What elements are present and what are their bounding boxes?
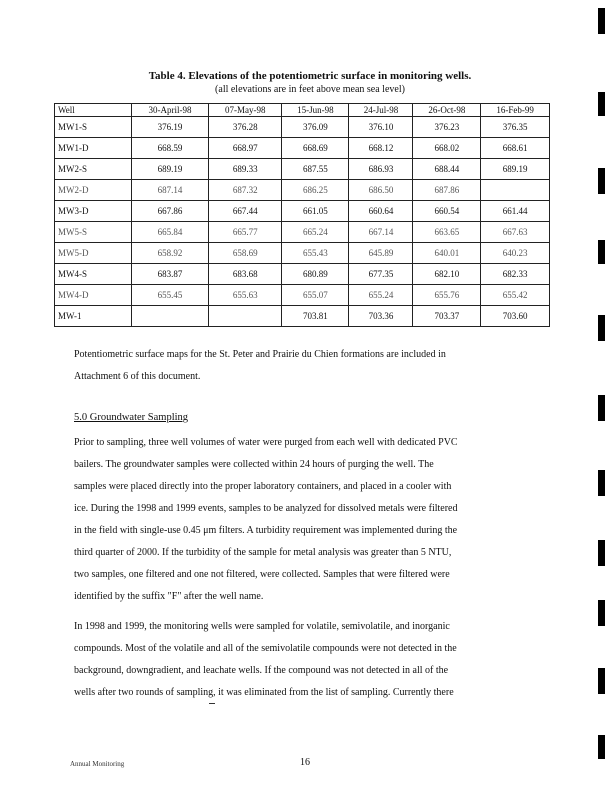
footer-label: Annual Monitoring — [70, 760, 125, 768]
table-cell: 667.63 — [481, 222, 550, 243]
text-line: bailers. The groundwater samples were collected within 24 hours of purging the well. The — [74, 459, 434, 470]
page-number: 16 — [300, 757, 310, 768]
table-cell: 667.44 — [209, 201, 282, 222]
table-cell: 689.19 — [481, 159, 550, 180]
table-cell: 686.50 — [349, 180, 413, 201]
table-cell: 645.89 — [349, 243, 413, 264]
text-line: background, downgradient, and leachate wells. If the compound was not detected in all of the — [74, 665, 449, 676]
scan-edge-mark — [598, 735, 605, 759]
table-cell: 658.69 — [209, 243, 282, 264]
table-cell: 682.33 — [481, 264, 550, 285]
table-row — [55, 264, 550, 285]
scan-edge-mark — [598, 470, 605, 496]
table-cell: 655.24 — [349, 285, 413, 306]
table-row — [55, 222, 550, 243]
table-cell: 655.43 — [282, 243, 349, 264]
text-line: In 1998 and 1999, the monitoring wells were sampled for volatile, semivolatile, and inorganic — [74, 621, 450, 632]
table-cell: 376.10 — [349, 117, 413, 138]
table-cell: 668.69 — [282, 138, 349, 159]
table-row — [55, 285, 550, 306]
table-cell: 687.14 — [132, 180, 209, 201]
dash-mark — [209, 703, 215, 704]
text-line: wells after two rounds of sampling, it was eliminated from the list of sampling. Currently there — [74, 687, 454, 698]
table-cell: 668.02 — [413, 138, 481, 159]
table-cell: 655.76 — [413, 285, 481, 306]
table-cell: 376.23 — [413, 117, 481, 138]
well-cell: MW1-D — [55, 138, 132, 159]
scan-edge-mark — [598, 92, 605, 116]
table-cell: 683.68 — [209, 264, 282, 285]
text-line: two samples, one filtered and one not filtered, were collected. Samples that were filtered were — [74, 569, 450, 580]
column-header: Well — [55, 104, 132, 117]
column-header: 26-Oct-98 — [413, 104, 481, 117]
table-row — [55, 180, 550, 201]
table-cell: 665.24 — [282, 222, 349, 243]
scan-edge-mark — [598, 8, 605, 34]
table-cell: 680.89 — [282, 264, 349, 285]
well-cell: MW5-S — [55, 222, 132, 243]
well-cell: MW3-D — [55, 201, 132, 222]
table-cell: 689.33 — [209, 159, 282, 180]
text-line: samples were placed directly into the proper laboratory containers, and placed in a cooler with — [74, 481, 452, 492]
table-cell: 640.23 — [481, 243, 550, 264]
paragraph-sampling — [74, 432, 552, 608]
well-cell: MW2-D — [55, 180, 132, 201]
table-cell: 376.09 — [282, 117, 349, 138]
table-cell: 667.86 — [132, 201, 209, 222]
well-cell: MW4-S — [55, 264, 132, 285]
text-line: Attachment 6 of this document. — [74, 371, 201, 382]
paragraph-analytes — [74, 616, 552, 704]
table-cell: 667.14 — [349, 222, 413, 243]
table-cell: 686.93 — [349, 159, 413, 180]
table-cell: 689.19 — [132, 159, 209, 180]
table-cell: 668.59 — [132, 138, 209, 159]
scan-edge-mark — [598, 240, 605, 264]
scan-edge-mark — [598, 168, 605, 194]
table-cell: 677.35 — [349, 264, 413, 285]
table-title: Table 4. Elevations of the potentiometric surface in monitoring wells. — [148, 70, 472, 82]
text-line: Prior to sampling, three well volumes of water were purged from each well with dedicated PVC — [74, 437, 458, 448]
column-header: 30-April-98 — [132, 104, 209, 117]
table-row — [55, 138, 550, 159]
table-cell: 665.77 — [209, 222, 282, 243]
table-cell: 376.28 — [209, 117, 282, 138]
table-cell: 687.86 — [413, 180, 481, 201]
text-line: in the field with single-use 0.45 μm filters. A turbidity requirement was implemented during the — [74, 525, 458, 536]
table-cell: 655.63 — [209, 285, 282, 306]
section-heading: 5.0 Groundwater Sampling — [74, 412, 189, 423]
table-cell: 703.60 — [481, 306, 550, 327]
table-row — [55, 117, 550, 138]
table-cell: 703.81 — [282, 306, 349, 327]
table-cell: 658.92 — [132, 243, 209, 264]
text-line: ice. During the 1998 and 1999 events, samples to be analyzed for dissolved metals were filtered — [74, 503, 458, 514]
table-cell: 665.84 — [132, 222, 209, 243]
table-cell: 655.42 — [481, 285, 550, 306]
table-row — [55, 201, 550, 222]
well-cell: MW4-D — [55, 285, 132, 306]
table-cell: 668.61 — [481, 138, 550, 159]
table-header-row — [55, 104, 550, 117]
table-cell — [132, 306, 209, 327]
table-cell — [481, 180, 550, 201]
table-row — [55, 306, 550, 327]
table-cell: 663.65 — [413, 222, 481, 243]
table-cell: 640.01 — [413, 243, 481, 264]
table-cell: 668.97 — [209, 138, 282, 159]
column-header: 16-Feb-99 — [481, 104, 550, 117]
table-cell: 686.25 — [282, 180, 349, 201]
table-cell: 661.44 — [481, 201, 550, 222]
well-cell: MW-1 — [55, 306, 132, 327]
table-cell: 655.45 — [132, 285, 209, 306]
table-row — [55, 159, 550, 180]
table-cell: 687.32 — [209, 180, 282, 201]
table-cell — [209, 306, 282, 327]
scan-edge-mark — [598, 540, 605, 566]
table-cell: 660.64 — [349, 201, 413, 222]
text-line: compounds. Most of the volatile and all of the semivolatile compounds were not detected in the — [74, 643, 457, 654]
well-cell: MW5-D — [55, 243, 132, 264]
table-cell: 661.05 — [282, 201, 349, 222]
column-header: 24-Jul-98 — [349, 104, 413, 117]
table-cell: 682.10 — [413, 264, 481, 285]
well-cell: MW2-S — [55, 159, 132, 180]
table-cell: 668.12 — [349, 138, 413, 159]
table-cell: 703.36 — [349, 306, 413, 327]
table-cell: 683.87 — [132, 264, 209, 285]
table-subtitle: (all elevations are in feet above mean sea level) — [215, 84, 405, 95]
table-cell: 703.37 — [413, 306, 481, 327]
column-header: 07-May-98 — [209, 104, 282, 117]
elevations-table — [54, 103, 550, 327]
paragraph-potentiometric — [74, 344, 552, 388]
text-line: third quarter of 2000. If the turbidity of the sample for metal analysis was greater than 5 NTU, — [74, 547, 452, 558]
text-line: Potentiometric surface maps for the St. Peter and Prairie du Chien formations are included in — [74, 349, 446, 360]
table-cell: 660.54 — [413, 201, 481, 222]
table-cell: 376.19 — [132, 117, 209, 138]
table-cell: 655.07 — [282, 285, 349, 306]
table-row — [55, 243, 550, 264]
scan-edge-mark — [598, 395, 605, 421]
scan-edge-mark — [598, 668, 605, 694]
text-line: identified by the suffix "F" after the well name. — [74, 591, 264, 602]
scan-edge-mark — [598, 600, 605, 626]
scan-edge-mark — [598, 315, 605, 341]
column-header: 15-Jun-98 — [282, 104, 349, 117]
table-cell: 688.44 — [413, 159, 481, 180]
table-cell: 376.35 — [481, 117, 550, 138]
well-cell: MW1-S — [55, 117, 132, 138]
table-cell: 687.55 — [282, 159, 349, 180]
